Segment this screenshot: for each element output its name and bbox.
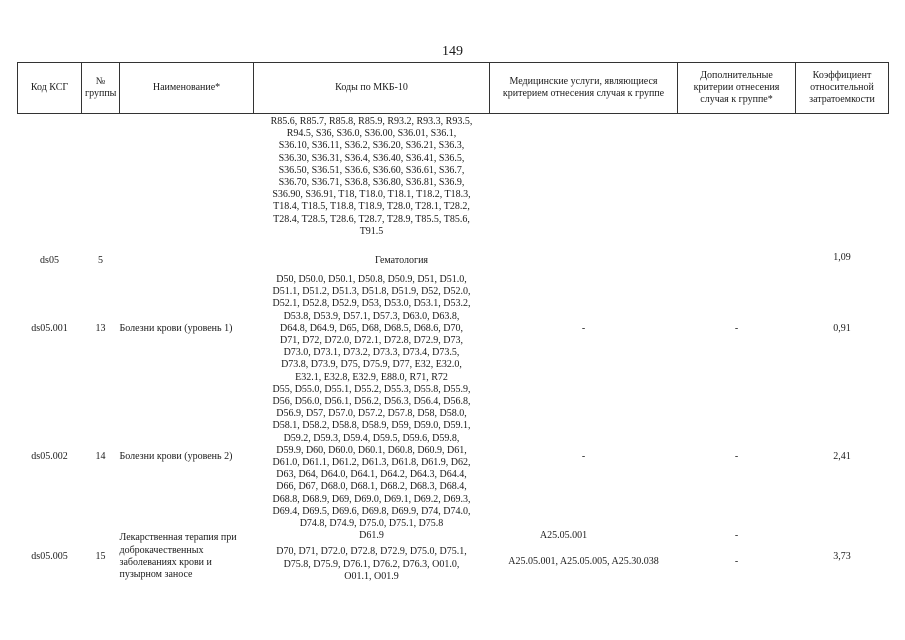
table-row-profile <box>18 238 889 274</box>
row-name: Болезни крови (уровень 2) <box>119 450 233 462</box>
row-name: Болезни крови (уровень 1) <box>119 322 233 334</box>
header-code: Код КСГ <box>18 63 82 114</box>
row-icd-codes: D50, D50.0, D50.1, D50.8, D50.9, D51, D51.0, D51.1, D51.2, D51.3, D51.8, D51.9, D52, D52.0, D52.1, D52.8, D52.9, D53, D53.0, D53.1, D53.2, D53.8, D53.9, D57.1, D57.3, D63.0, D63.8, D64.8, D64.9, D65, D68, D68.5, D68.6, D70, D71, D72, D72.0, D72.1, D72.8, D72.9, D73, D73.0, D73.1, D73.2, D73.3, D73.4, D73.5, D73.8, D73.9, D75, D75.9, D77, E32, E32.0, E32.1, E32.8, E32.9, E88.0, R71, R72 <box>272 274 471 383</box>
ksg-table <box>17 62 889 583</box>
row-group: 13 <box>95 322 106 334</box>
row-coefficient: 2,41 <box>833 450 851 462</box>
row-code: ds05.002 <box>31 450 68 462</box>
profile-group: 5 <box>98 255 103 267</box>
table-row-continuation <box>18 114 889 239</box>
row-icd-codes: D55, D55.0, D55.1, D55.2, D55.3, D55.8, D55.9, D56, D56.0, D56.1, D56.2, D56.3, D56.4, D56.8, D56.9, D57, D57.0, D57.2, D57.8, D58, D58.0, D58.1, D58.2, D58.8, D58.9, D59, D59.0, D59.1, D59.2, D59.3, D59.4, D59.5, D59.6, D59.8, D59.9, D60, D60.0, D60.1, D60.8, D60.9, D61, D61.0, D61.1, D61.2, D61.3, D61.8, D61.9, D62, D63, D64, D64.0, D64.1, D64.2, D64.3, D64.4, D66, D67, D68.0, D68.1, D68.2, D68.3, D68.4, D68.8, D68.9, D69, D69.0, D69.1, D69.2, D69.3, D69.4, D69.5, D69.6, D69.8, D69.9, D74, D74.0, D74.8, D74.9, D75.0, D75.1, D75.8 <box>272 383 471 530</box>
table-row <box>18 274 889 384</box>
row-extra-criteria-a: - <box>734 530 739 542</box>
row-code: ds05.005 <box>31 550 68 562</box>
row-coefficient: 0,91 <box>833 322 851 334</box>
header-coefficient: Коэффициент относительной затратоемкости <box>796 63 889 114</box>
table-row <box>18 530 889 583</box>
header-name: Наименование* <box>120 63 254 114</box>
continuation-icd-codes: R85.6, R85.7, R85.8, R85.9, R93.2, R93.3, R93.5, R94.5, S36, S36.0, S36.00, S36.01, S36.1, S36.10, S36.11, S36.2, S36.20, S36.21, S36.3, S36.30, S36.31, S36.4, S36.40, S36.41, S36.5, S36.50, S36.51, S36.6, S36.60, S36.61, S36.7, S36.70, S36.71, S36.8, S36.80, S36.81, S36.9, S36.90, S36.91, T18, T18.0, T18.1, T18.2, T18.3, T18.4, T18.5, T18.8, T18.9, T28.0, T28.1, T28.2, T28.4, T28.5, T28.6, T28.7, T28.9, T85.5, T85.6, T91.5 <box>270 116 473 237</box>
row-group: 14 <box>95 450 106 462</box>
header-group-no: № группы <box>82 63 120 114</box>
row-services-a: A25.05.001 <box>539 530 588 542</box>
page-number: 149 <box>442 44 463 59</box>
row-extra-criteria-b: - <box>734 556 739 568</box>
row-group: 15 <box>95 550 106 562</box>
profile-coefficient: 1,09 <box>833 252 851 264</box>
table-header <box>18 63 889 114</box>
profile-code: ds05 <box>40 255 59 267</box>
row-coefficient: 3,73 <box>833 550 851 562</box>
row-icd-codes-b: D70, D71, D72.0, D72.8, D72.9, D75.0, D75.1, D75.8, D75.9, D76.1, D76.2, D76.3, O01.0, O01.1, O01.9 <box>276 546 467 582</box>
profile-title: Гематология <box>374 255 429 267</box>
header-extra-criteria: Дополнительные критерии отнесения случая к группе* <box>678 63 796 114</box>
header-services: Медицинские услуги, являющиеся критерием отнесения случая к группе <box>490 63 678 114</box>
row-services: - <box>581 322 586 334</box>
row-extra-criteria: - <box>734 450 739 462</box>
row-code: ds05.001 <box>31 322 68 334</box>
row-services-b: A25.05.001, A25.05.005, A25.30.038 <box>508 556 659 568</box>
table-row <box>18 384 889 530</box>
row-name: Лекарственная терапия при доброкачественных заболеваниях крови и пузырном заносе <box>119 532 237 580</box>
row-services: - <box>581 450 586 462</box>
row-extra-criteria: - <box>734 322 739 334</box>
header-icd-codes: Коды по МКБ-10 <box>254 63 490 114</box>
row-icd-codes-a: D61.9 <box>359 530 384 542</box>
